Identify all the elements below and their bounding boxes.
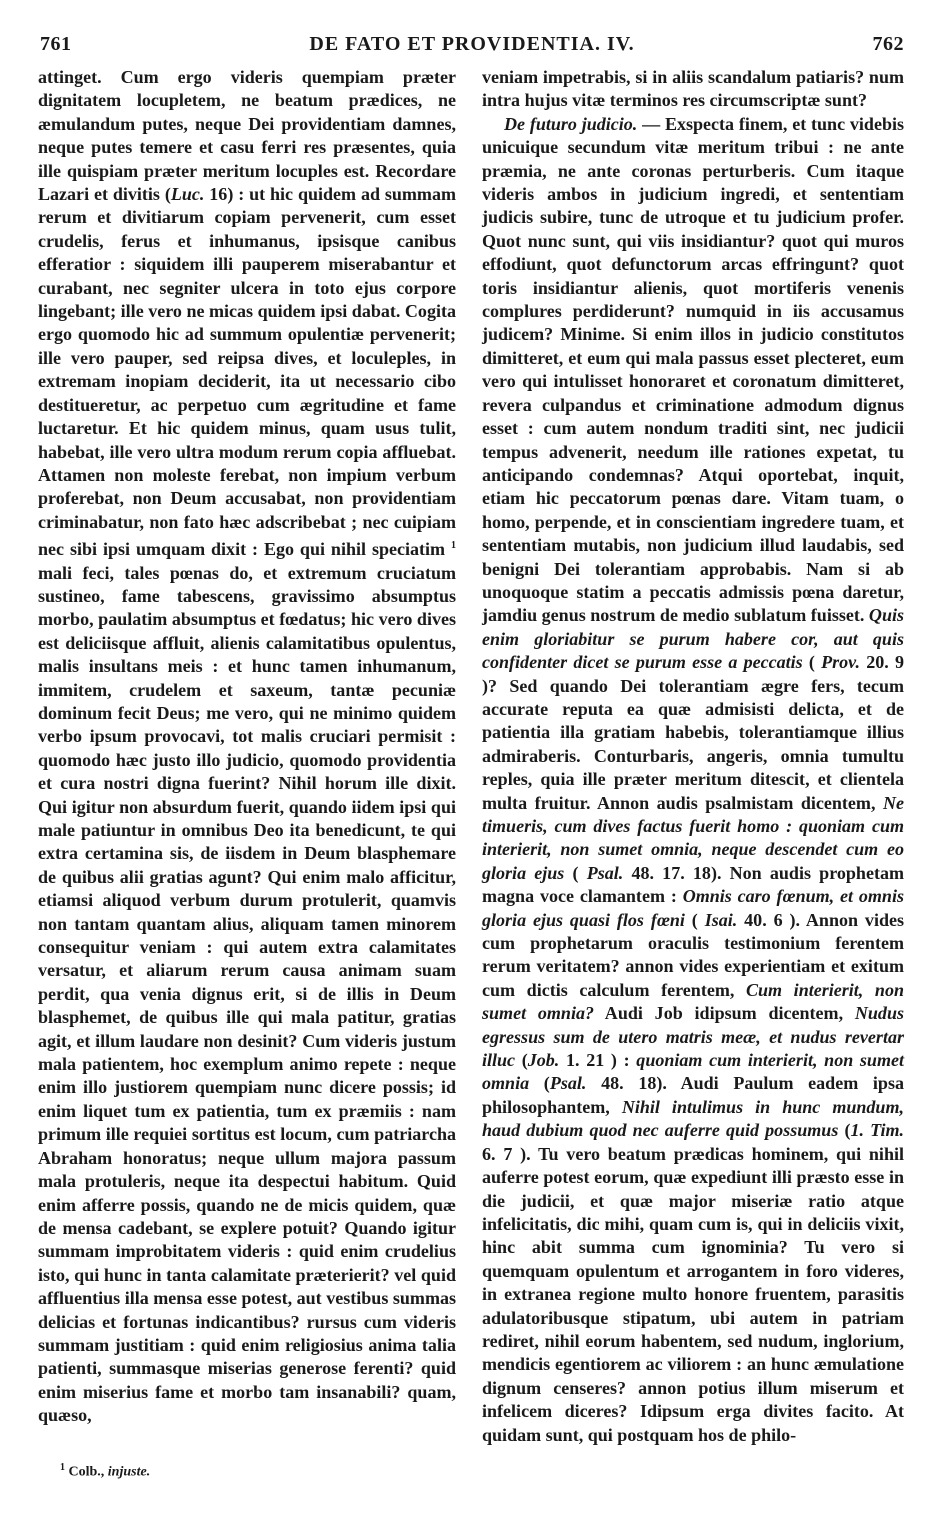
running-title: DE FATO ET PROVIDENTIA. IV. (309, 33, 635, 55)
quotation: Quis enim gloriabitur se purum habere cor, aut quis confidenter dicet se purum esse a peccatis (482, 605, 904, 673)
left-paragraph (38, 66, 456, 1428)
footnote (60, 1462, 150, 1481)
page-number-right: 762 (872, 33, 904, 55)
text-run: Audi Job idipsum dicentem, (594, 1003, 855, 1024)
citation: Psal. (586, 862, 624, 883)
text-run: ( (515, 1050, 528, 1071)
left-column (38, 66, 456, 1428)
quotation: Cum interierit, non sumet omnia? (482, 979, 905, 1024)
quotation: Ne timueris, cum dives factus fuerit homo : quoniam cum interierit, non sumet omnia, neque descendet cum eo gloria ejus (482, 792, 904, 883)
text-run: attinget. Cum ergo videris quempiam præter dignitatem locupletem, ne beatum prædices, ne æmulandum putes, neque Dei providentiam damnes, neque putes temere et casu ferri res præsentes, quia ille quispiam præter meritum locuples est. Recordare Lazari et divitis ( (38, 67, 456, 205)
text-run: 48. 17. 18). Non audis prophetam magna voce clamantem : (482, 862, 904, 907)
text-run: mali feci, tales pœnas do, et extremum cruciatum sustineo, fame tabescens, gravissimo absumptus morbo, paulatim absumptus et fœdatus; hic vero dives est deliciisque affluit, alienis calamitatibus opulentus, malis insultans meis : et hunc tamen inhumanum, immitem, crudelem et saxeum, tantæ pecuniæ dominum fecit Deus; me vero, qui ne minimo quidem verbo ipsum provocavi, tot malis cruciari permisit : quomodo hæc justo illo judicio, quomodo providentia et cura nostri digna fuerint? Nihil horum ille dixit. Qui igitur non absurdum fuerit, quando iidem ipsi qui male patiuntur in omnibus Deo ita benedicunt, te qui extra certamina sis, de iisdem in Deum blasphemare de quibus alii gratias agunt? Qui enim malo afficitur, etiamsi aliquod verbum durum protulerit, quamvis non tantam quantam alius, aliquam tamen minorem consequitur veniam : qui autem extra calamitates versatur, et aliarum rerum causa animam suam perdit, qua venia dignus erit, si de illis in Deum blasphemet, de quibus ille qui mala patitur, gratias agit, et illum laudare non desinit? Cum videris justum mala patientem, hoc exemplum animo repete : neque enim illo justiorem quempiam nunc dicere possis; id enim liquet tum ex patientia, tum ex præmiis : nam primum ille requiei sortitus est locum, cum patriarcha Abraham honoratus; neque ullum majora passum mala protuleris, neque ita despectui habitum. Quid enim afferre possis, quando ne de micis quidem, quæ de mensa cadebant, se explere potuit? Quando igitur summam improbitatem videris : quid enim crudelius isto, qui hunc in tanta calamitate præterierit? vel quid affluentius illa mensa esse potest, aut vestibus summas delicias et fortunas indicantibus? rursus cum videris summam justitiam : quid enim religiosius anima talia patienti, summasque miserias generose ferenti? quid enim miserius fame et morbo tam insanabili? quam, quæso, (38, 562, 456, 1426)
quotation: Nudus egressus sum de utero matris meæ, et nudus revertar illuc (482, 1003, 904, 1071)
section-heading: De futuro judicio. (504, 113, 638, 134)
page-number-left: 761 (40, 33, 72, 55)
section-paragraph (482, 113, 904, 1447)
text-run: ( (684, 909, 705, 930)
text-run: veniam impetrabis, si in aliis scandalum patiaris? num intra hujus vitæ terminos res circumscriptæ sunt? (482, 67, 904, 111)
text-run: — Exspecta finem, et tunc videbis unicuique secundum vitæ meritum tribui : ne ante præmia, ne ante coronas perturberis. Cum itaque videris ambos in judicium ingredi, et sententiam judicis subire, tunc de utroque et tu judicium profer. Quot nunc sunt, qui viis insidiantur? quot qui muros effodiunt, quot defunctorum arcas effringunt? quot toris insidiantur alienis, quot mortiferis venenis complures perdiderunt? numquid in iis accusamus judicem? Minime. Si enim illos in judicio constitutos dimitteret, et eum qui mala passus esset plecteret, eum vero qui intulisset honoraret et coronatum dimitteret, revera culpandus et criminatione admodum dignus esset : cum autem nondum traditi sint, nec judicii tempus advenerit, needum ille rationes expetat, tu anticipando condemnas? Atqui oportebat, inquit, etiam hic peccatorum pœnas dare. Vitam tuam, o homo, perpende, et in conscientiam ingredere tuam, et sententiam mutabis, non judicium illud laudabis, sed benigni Dei tolerantiam approbabis. Nam si ab unoquoque statim a peccatis admissis pœna daretur, jamdiu genus nostrum de medio sublatum fuisset. (482, 113, 904, 626)
citation: 1. Tim. (850, 1120, 904, 1141)
citation: Prov. (821, 652, 861, 673)
running-header (40, 33, 904, 59)
text-run: 48. 18). Audi Paulum eadem ipsa philosophantem, (482, 1073, 904, 1117)
citation: Isai. (704, 909, 738, 930)
text-run: 40. 6 ). Annon vides cum prophetarum oraculis testimonium ferentem rerum veritatem? annon vides experientiam et exitum cum dictis calculum ferentem, (482, 909, 904, 1000)
text-run: ( (838, 1120, 851, 1141)
footnote-source: Colb., (65, 1464, 108, 1480)
quotation: Nihil intulimus in hunc mundum, haud dubium quod nec auferre quid possumus (482, 1096, 904, 1141)
text-run: 20. 9 )? Sed quando Dei tolerantiam ægre fers, tecum accurate reputa ea quæ admisisti delicta, et de patientia illa gratiam habebis, tolerantiamque illius admiraberis. Conturbaris, angeris, omnia tumultu reples, quia ille præter meritum ditescit, et clientela multa fruitur. Annon audis psalmistam dicentem, (482, 652, 904, 813)
citation: Psal. (549, 1073, 587, 1094)
text-run: ( (802, 652, 822, 673)
footnote-number: 1 (60, 1462, 65, 1473)
text-run: 6. 7 ). Tu vero beatum prædicas hominem, qui nihil auferre potest eorum, quæ expediunt illi præsto esse in die judicii, et quæ major miseriæ ratio atque infelicitatis, dic mihi, quam cum is, qui in deliciis vixit, hinc abit summa cum ignominia? Tu vero si quemquam opulentum et arrogantem in foro videres, in extranea regione multo honore fruentem, parasitis adulatoribusque stipatum, ubi autem in patriam rediret, nihil eorum habentem, sed nudum, inglorium, mendicis egentiorem ac viliorem : an hunc æmulatione dignum censeres? annon potius illum miserum et infelicem diceres? Idipsum erga divites facito. At quidam sunt, qui postquam hos de philo- (482, 1143, 904, 1445)
text-run: ( (529, 1073, 550, 1094)
citation: Job. (527, 1050, 560, 1071)
footnote-reading: injuste. (107, 1464, 151, 1480)
text-run: ( (564, 862, 587, 883)
right-paragraph-continued (482, 66, 904, 113)
right-column (482, 66, 904, 1447)
citation: Luc. (170, 184, 205, 205)
text-run: 1. 21 ) : (559, 1050, 637, 1071)
quotation: quoniam cum interierit, non sumet omnia (482, 1050, 904, 1094)
quotation: Omnis caro fœnum, et omnis gloria ejus quasi flos fœni (482, 886, 904, 930)
text-run: 16) : ut hic quidem ad summam rerum et divitiarum copiam pervenerit, cum esset crudelis, ferus et inhumanus, ipsisque canibus efferatior : siquidem illi pauperem miserabantur et curabant, nec segniter ulcera in toto ejus corpore lingebant; ille vero ne micas quidem ipsi dabat. Cogita ergo quomodo hic ad summum opulentiæ pervenerit; ille vero pauper, sed reipsa dives, et loculeples, in extremam inopiam deciderit, ita ut necessario cibo destitueretur, ac perpetuo cum ægritudine et fame luctaretur. Et hic quidem minus, quam usus tulit, habebat, ille vero ultra modum rerum copia affluebat. Attamen non moleste ferebat, non impium verbum proferebat, non Deum accusabat, non providentiam criminabatur, non fato hæc adscribebat ; nec cuipiam nec sibi ipsi umquam dixit : Ego qui nihil speciatim (38, 184, 456, 560)
footnote-marker: 1 (451, 540, 456, 552)
